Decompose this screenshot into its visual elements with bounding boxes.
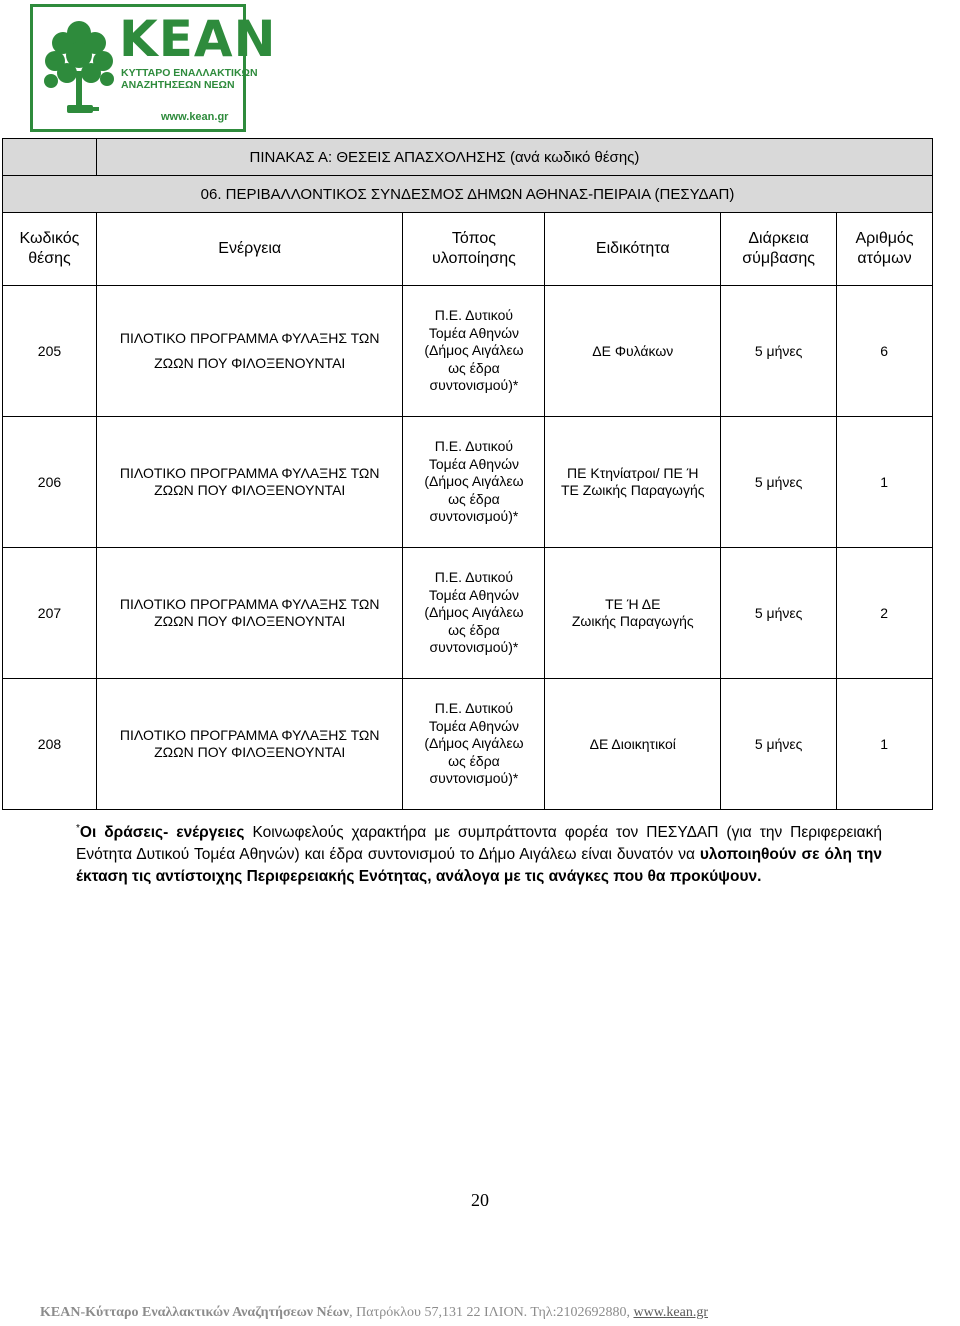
header-place: Τόπος υλοποίησης: [403, 213, 545, 286]
header-persons: Αριθμός ατόμων: [837, 213, 933, 286]
cell-duration: 5 μήνες: [721, 417, 837, 548]
cell-activity: ΠΙΛΟΤΙΚΟ ΠΡΟΓΡΑΜΜΑ ΦΥΛΑΞΗΣ ΤΩΝ ΖΩΩΝ ΠΟΥ ΦΙΛΟΞΕΝΟΥΝΤΑΙ: [96, 548, 403, 679]
tree-icon: [39, 13, 119, 125]
table-row: [3, 548, 933, 679]
header-duration: Διάρκεια σύμβασης: [721, 213, 837, 286]
cell-specialty: ΤΕ Ή ΔΕ Ζωικής Παραγωγής: [545, 548, 721, 679]
cell-duration: 5 μήνες: [721, 548, 837, 679]
cell-activity: ΠΙΛΟΤΙΚΟ ΠΡΟΓΡΑΜΜΑ ΦΥΛΑΞΗΣ ΤΩΝ ΖΩΩΝ ΠΟΥ ΦΙΛΟΞΕΝΟΥΝΤΑΙ: [96, 679, 403, 810]
footer-brand: ΚΕΑΝ-Κύτταρο Εναλλακτικών Αναζητήσεων Νέων: [40, 1305, 350, 1320]
table-subtitle: 06. ΠΕΡΙΒΑΛΛΟΝΤΙΚΟΣ ΣΥΝΔΕΣΜΟΣ ΔΗΜΩΝ ΑΘΗΝΑΣ-ΠΕΙΡΑΙΑ (ΠΕΣΥΔΑΠ): [3, 176, 933, 213]
table-row: [3, 286, 933, 417]
cell-activity: ΠΙΛΟΤΙΚΟ ΠΡΟΓΡΑΜΜΑ ΦΥΛΑΞΗΣ ΤΩΝ ΖΩΩΝ ΠΟΥ ΦΙΛΟΞΕΝΟΥΝΤΑΙ: [96, 286, 403, 417]
logo-subtitle-line-1: ΚΥΤΤΑΡΟ ΕΝΑΛΛΑΚΤΙΚΩΝ: [121, 67, 258, 79]
cell-place: Π.Ε. Δυτικού Τομέα Αθηνών (Δήμος Αιγάλεω ως έδρα συντονισμού)*: [403, 548, 545, 679]
footnote-bold-lead: Οι δράσεις- ενέργειες: [79, 824, 245, 842]
cell-place: Π.Ε. Δυτικού Τομέα Αθηνών (Δήμος Αιγάλεω ως έδρα συντονισμού)*: [403, 286, 545, 417]
cell-specialty: ΔΕ Διοικητικοί: [545, 679, 721, 810]
logo-title: ΚΕΑΝ: [119, 10, 277, 68]
cell-code: 206: [3, 417, 97, 548]
cell-activity: ΠΙΛΟΤΙΚΟ ΠΡΟΓΡΑΜΜΑ ΦΥΛΑΞΗΣ ΤΩΝ ΖΩΩΝ ΠΟΥ ΦΙΛΟΞΕΝΟΥΝΤΑΙ: [96, 417, 403, 548]
page-footer: [40, 1305, 708, 1321]
logo-url: www.kean.gr: [161, 111, 229, 123]
cell-duration: 5 μήνες: [721, 286, 837, 417]
header-code: Κωδικός θέσης: [3, 213, 97, 286]
cell-place: Π.Ε. Δυτικού Τομέα Αθηνών (Δήμος Αιγάλεω ως έδρα συντονισμού)*: [403, 679, 545, 810]
footer-address: , Πατρόκλου 57,131 22 ΙΛΙΟΝ. Τηλ:2102692880,: [349, 1305, 634, 1320]
table-title: ΠΙΝΑΚΑΣ Α: ΘΕΣΕΙΣ ΑΠΑΣΧΟΛΗΣΗΣ (ανά κωδικό θέσης): [96, 139, 932, 176]
cell-place: Π.Ε. Δυτικού Τομέα Αθηνών (Δήμος Αιγάλεω ως έδρα συντονισμού)*: [403, 417, 545, 548]
table-row: [3, 679, 933, 810]
cell-persons: 2: [837, 548, 933, 679]
header-activity: Ενέργεια: [96, 213, 403, 286]
footnote: [76, 818, 882, 888]
cell-code: 208: [3, 679, 97, 810]
table-row: [3, 417, 933, 548]
footnote-bold-tail: υλοποιηθούν σε όλη την έκταση τις αντίστοιχης Περιφερειακής Ενότητας, ανάλογα με τις ανάγκες που θα προκύψουν.: [76, 846, 882, 886]
header-specialty: Ειδικότητα: [545, 213, 721, 286]
cell-duration: 5 μήνες: [721, 679, 837, 810]
cell-persons: 1: [837, 679, 933, 810]
cell-code: 205: [3, 286, 97, 417]
footnote-text: Κοινωφελούς χαρακτήρα με συμπράττοντα φορέα τον ΠΕΣΥΔΑΠ (για την Περιφερειακή Ενότητα Δυτικού Τομέα Αθηνών) και έδρα συντονισμού το Δήμο Αιγάλεω είναι δυνατόν να: [76, 824, 883, 864]
cell-persons: 1: [837, 417, 933, 548]
cell-code: 207: [3, 548, 97, 679]
footer-link[interactable]: www.kean.gr: [633, 1305, 708, 1320]
cell-specialty: ΠΕ Κτηνίατροι/ ΠΕ Ή ΤΕ Ζωικής Παραγωγής: [545, 417, 721, 548]
logo-subtitle-line-2: ΑΝΑΖΗΤΗΣΕΩΝ ΝΕΩΝ: [121, 79, 235, 91]
footnote-star: *: [76, 823, 80, 834]
positions-table: [2, 138, 933, 810]
cell-persons: 6: [837, 286, 933, 417]
cell-specialty: ΔΕ Φυλάκων: [545, 286, 721, 417]
kean-logo: [30, 4, 277, 132]
page-number: 20: [471, 1190, 489, 1210]
